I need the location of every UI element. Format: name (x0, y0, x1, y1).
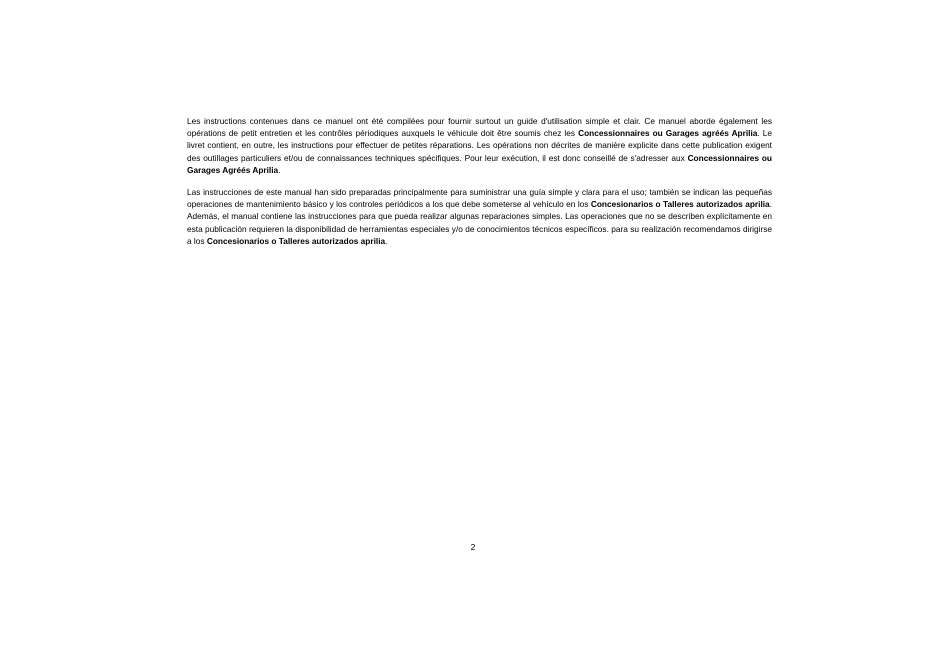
french-text-3: . (278, 164, 281, 175)
spanish-dealer-name-2: Concesionarios o Talleres autorizados aprilia (206, 235, 386, 246)
french-text-2: . Le livret contient, en outre, les instructions pour effectuer de petites réparations. Les opérations non décrites de manière explicite dans cette publication exigent des outillages particuliers et/ou de connaissances techniques spécifiques. Pour leur exécution, il est donc conseillé de s'adresser aux (187, 128, 772, 163)
spanish-text-1: Las instrucciones de este manual han sido preparadas principalmente para suministrar una guía simple y clara para el uso; también se indican las pequeñas operaciones de mantenimiento básico y los controles periódicos a los que debe someterse al vehículo en los (187, 187, 772, 210)
spanish-dealer-name-1: Concesionarios o Talleres autorizados aprilia (590, 199, 770, 210)
french-dealer-name-2: Concessionnaires ou Garages Agréés Aprilia (187, 152, 772, 175)
paragraph-french (187, 115, 772, 176)
page-number: 2 (470, 542, 476, 552)
spanish-text-2: . Además, el manual contiene las instrucciones para que pueda realizar algunas reparaciones simples. Las operaciones que no se describen explícitamente en esta publicación requieren la disponibilidad de herramientas especiales y/o de conocimientos técnicos específicos. para su realización recomendamos dirigirse a los (187, 199, 772, 246)
french-dealer-name-1: Concessionnaires ou Garages agréés Aprilia (578, 128, 758, 139)
paragraph-spanish (187, 186, 772, 247)
spanish-text-3: . (385, 235, 388, 246)
french-text-1: Les instructions contenues dans ce manuel ont été compilées pour fournir surtout un guide d'utilisation simple et clair. Ce manuel aborde également les opérations de petit entretien et les contrôles périodiques auxquels le véhicule doit être soumis chez les (187, 116, 772, 139)
